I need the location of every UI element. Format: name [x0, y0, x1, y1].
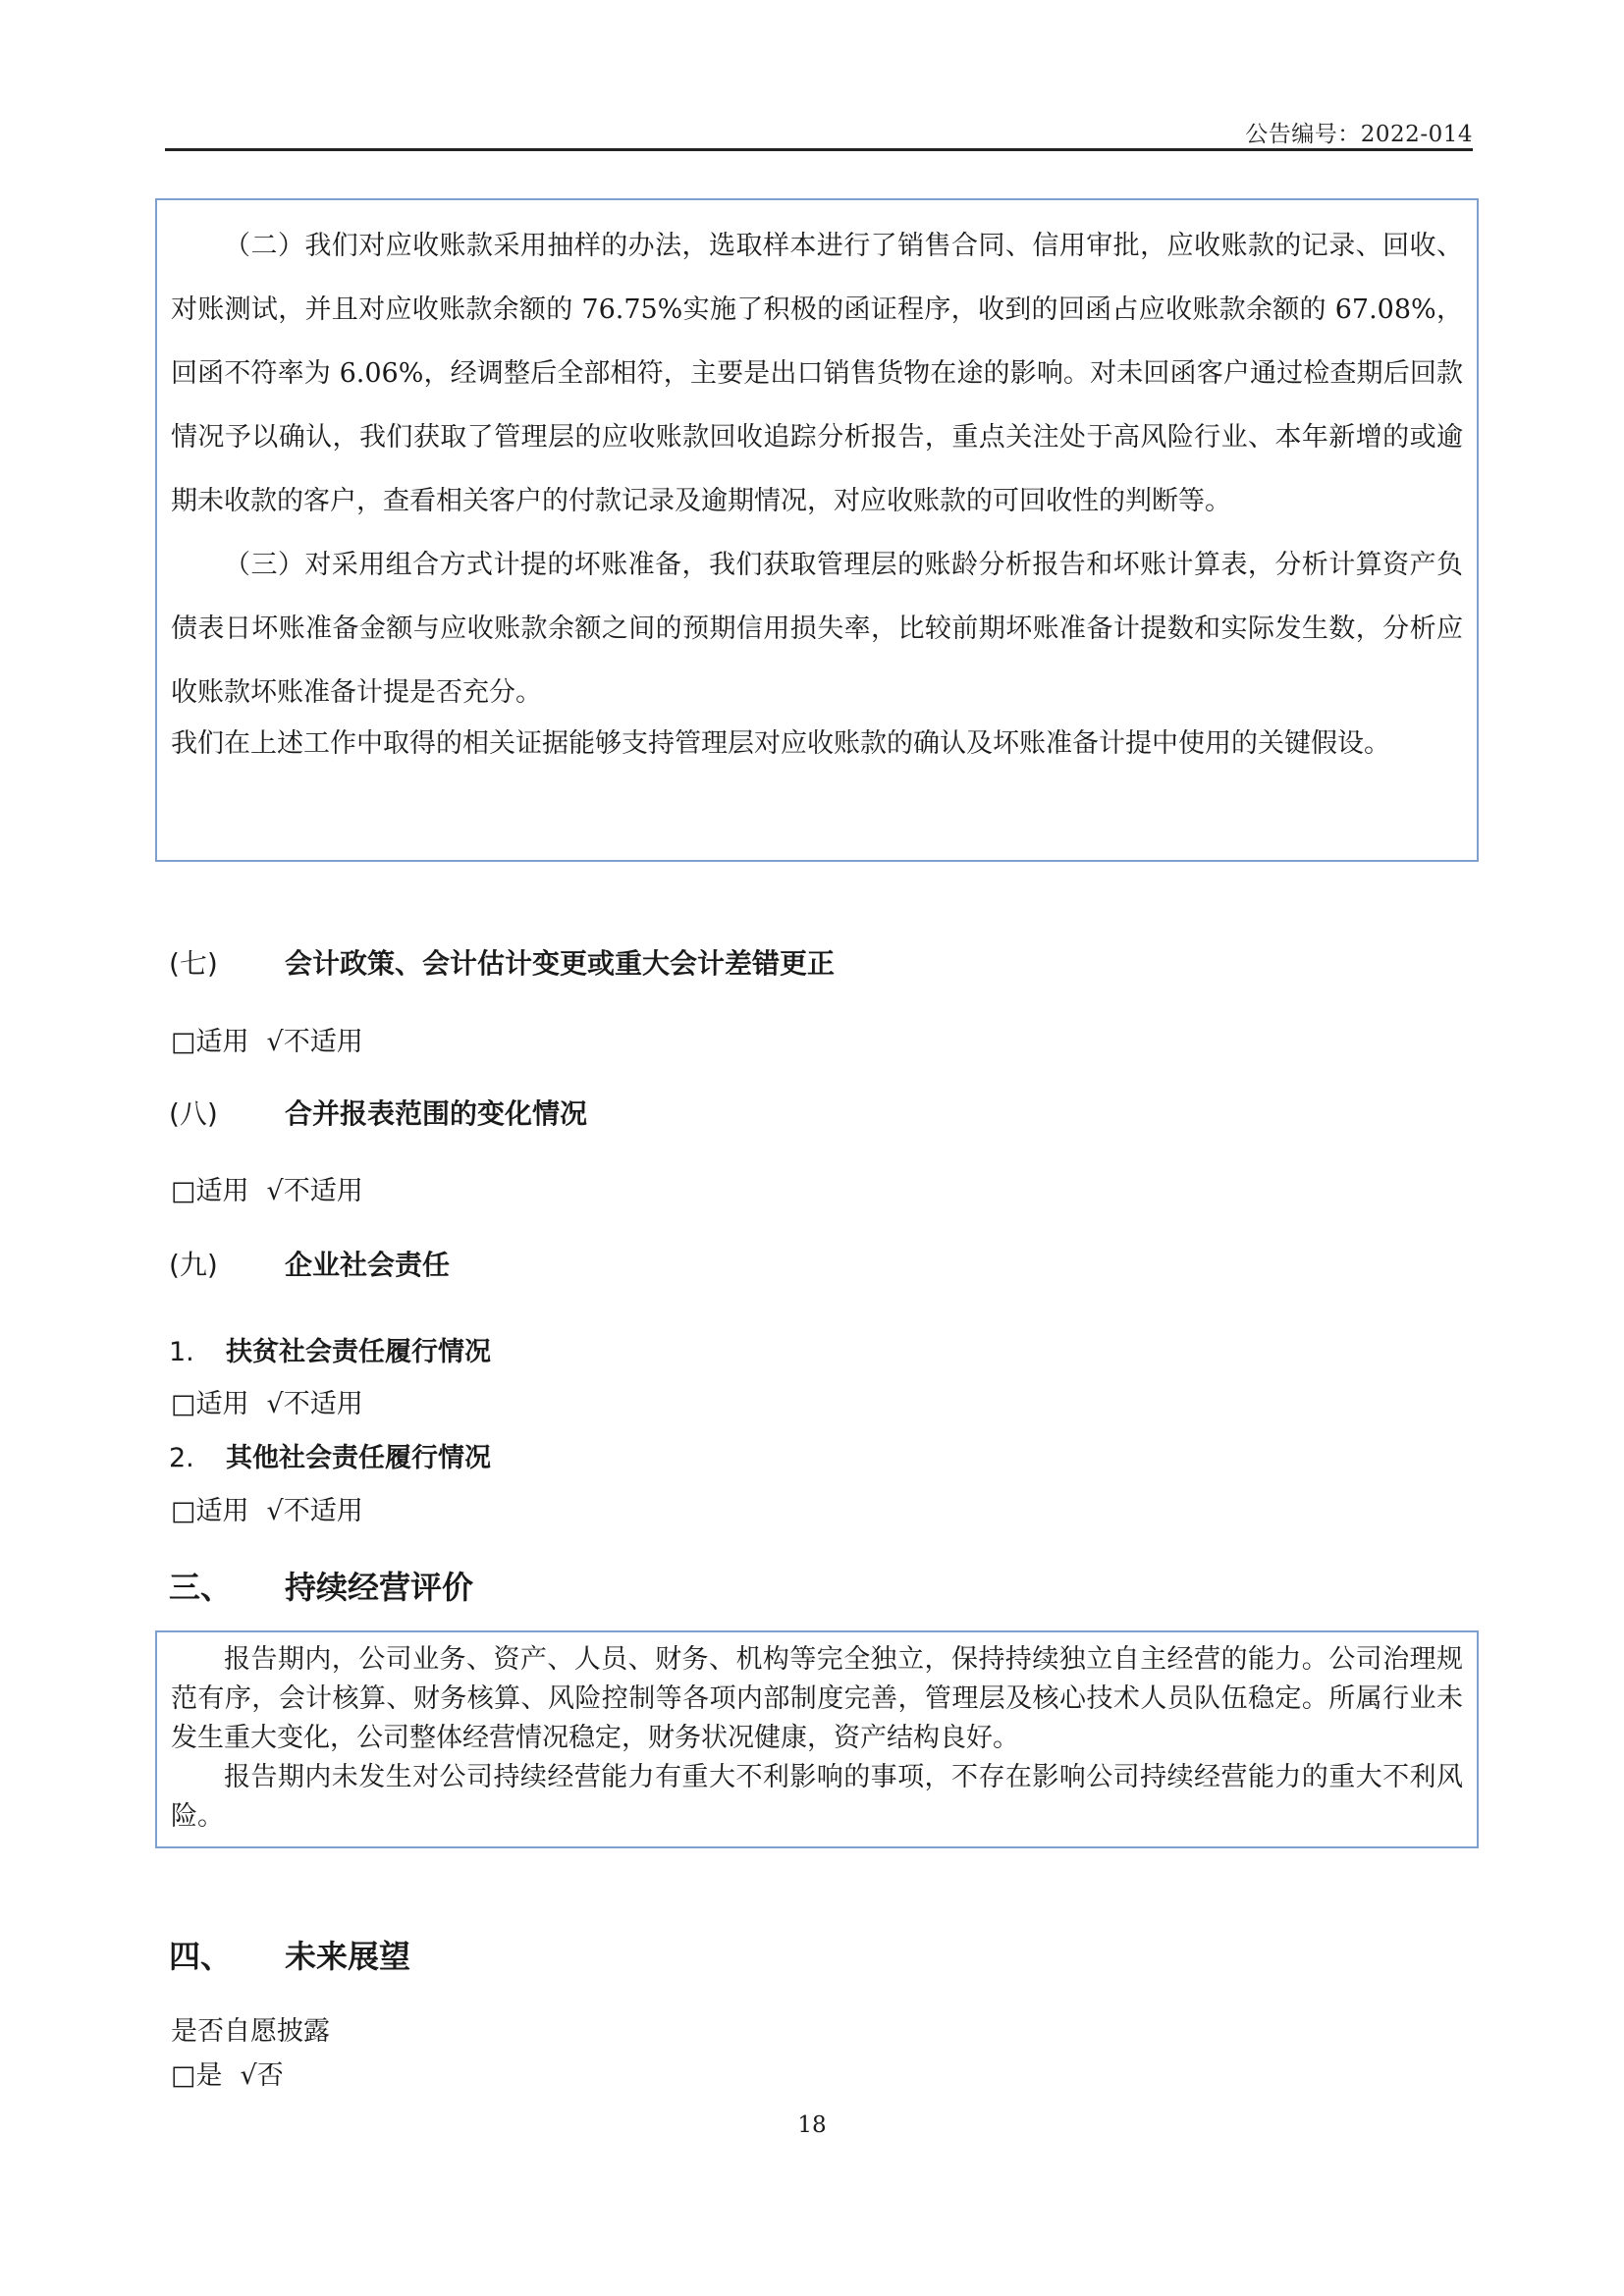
subsection-2-options [171, 1489, 381, 1527]
not-applicable-checkmark: √不适用 [266, 1496, 363, 1526]
section-3-title: 持续经营评价 [285, 1569, 474, 1606]
not-applicable-checkmark: √不适用 [266, 1176, 363, 1206]
section-4-number: 四、 [169, 1938, 233, 1975]
section-7-options [171, 1020, 381, 1058]
applicable-checkbox: □适用 [171, 1496, 249, 1526]
paragraph-3: （三）对采用组合方式计提的坏账准备，我们获取管理层的账龄分析报告和坏账计算表，分析计算资产负债表日坏账准备金额与应收账款余额之间的预期信用损失率，比较前期坏账准备计提数和实际发生数，分析应收账款坏账准备计提是否充分。 [171, 550, 1463, 708]
page-number: 18 [797, 2112, 827, 2138]
conclusion-paragraph: 我们在上述工作中取得的相关证据能够支持管理层对应收账款的确认及坏账准备计提中使用的关键假设。 [171, 728, 1390, 759]
subsection-1-number: 1. [169, 1337, 194, 1367]
not-applicable-checkmark: √不适用 [266, 1389, 363, 1419]
going-concern-paragraph-1: 报告期内，公司业务、资产、人员、财务、机构等完全独立，保持持续独立自主经营的能力。公司治理规范有序，会计核算、财务核算、风险控制等各项内部制度完善，管理层及核心技术人员队伍稳定。所属行业未发生重大变化，公司整体经营情况稳定，财务状况健康，资产结构良好。 [171, 1644, 1463, 1753]
subsection-2-heading [169, 1436, 491, 1474]
section-7-number: (七) [169, 947, 218, 980]
header-rule [165, 148, 1473, 151]
voluntary-disclosure-options [171, 2054, 301, 2092]
no-checkmark: √否 [240, 2060, 284, 2091]
subsection-1-heading [169, 1330, 491, 1368]
section-9-title: 企业社会责任 [285, 1249, 451, 1281]
applicable-checkbox: □适用 [171, 1176, 249, 1206]
not-applicable-checkmark: √不适用 [266, 1027, 363, 1057]
subsection-2-number: 2. [169, 1443, 194, 1473]
yes-checkbox: □是 [171, 2060, 223, 2091]
section-8-title: 合并报表范围的变化情况 [285, 1097, 588, 1130]
section-8-options [171, 1169, 381, 1207]
section-9-number: (九) [169, 1249, 218, 1281]
paragraph-2: （二）我们对应收账款采用抽样的办法，选取样本进行了销售合同、信用审批，应收账款的记录、回收、对账测试，并且对应收账款余额的 76.75%实施了积极的函证程序，收到的回函占应收账款余额的 67.08%，回函不符率为 6.06%，经调整后全部相符，主要是出口销售货物在途的影响。对未回函客户通过检查期后回款情况予以确认，我们获取了管理层的应收账款回收追踪分析报告，重点关注处于高风险行业、本年新增的或逾期未收款的客户，查看相关客户的付款记录及逾期情况，对应收账款的可回收性的判断等。 [171, 231, 1463, 516]
subsection-1-title: 扶贫社会责任履行情况 [226, 1337, 491, 1367]
announcement-number: 公告编号：2022-014 [1245, 122, 1473, 147]
subsection-2-title: 其他社会责任履行情况 [226, 1443, 491, 1473]
applicable-checkbox: □适用 [171, 1027, 249, 1057]
going-concern-paragraph-2: 报告期内未发生对公司持续经营能力有重大不利影响的事项，不存在影响公司持续经营能力的重大不利风险。 [171, 1762, 1463, 1832]
section-9-heading [169, 1244, 450, 1283]
audit-response-box [155, 198, 1479, 862]
applicable-checkbox: □适用 [171, 1389, 249, 1419]
subsection-1-options [171, 1382, 381, 1420]
going-concern-box [155, 1630, 1479, 1848]
section-3-number: 三、 [169, 1569, 233, 1606]
section-3-heading [169, 1563, 473, 1608]
section-8-number: (八) [169, 1097, 218, 1130]
section-4-heading [169, 1932, 410, 1977]
section-4-title: 未来展望 [285, 1938, 411, 1975]
section-7-title: 会计政策、会计估计变更或重大会计差错更正 [285, 947, 836, 980]
section-8-heading [169, 1093, 587, 1132]
voluntary-disclosure-label: 是否自愿披露 [171, 2016, 330, 2047]
section-7-heading [169, 942, 835, 982]
